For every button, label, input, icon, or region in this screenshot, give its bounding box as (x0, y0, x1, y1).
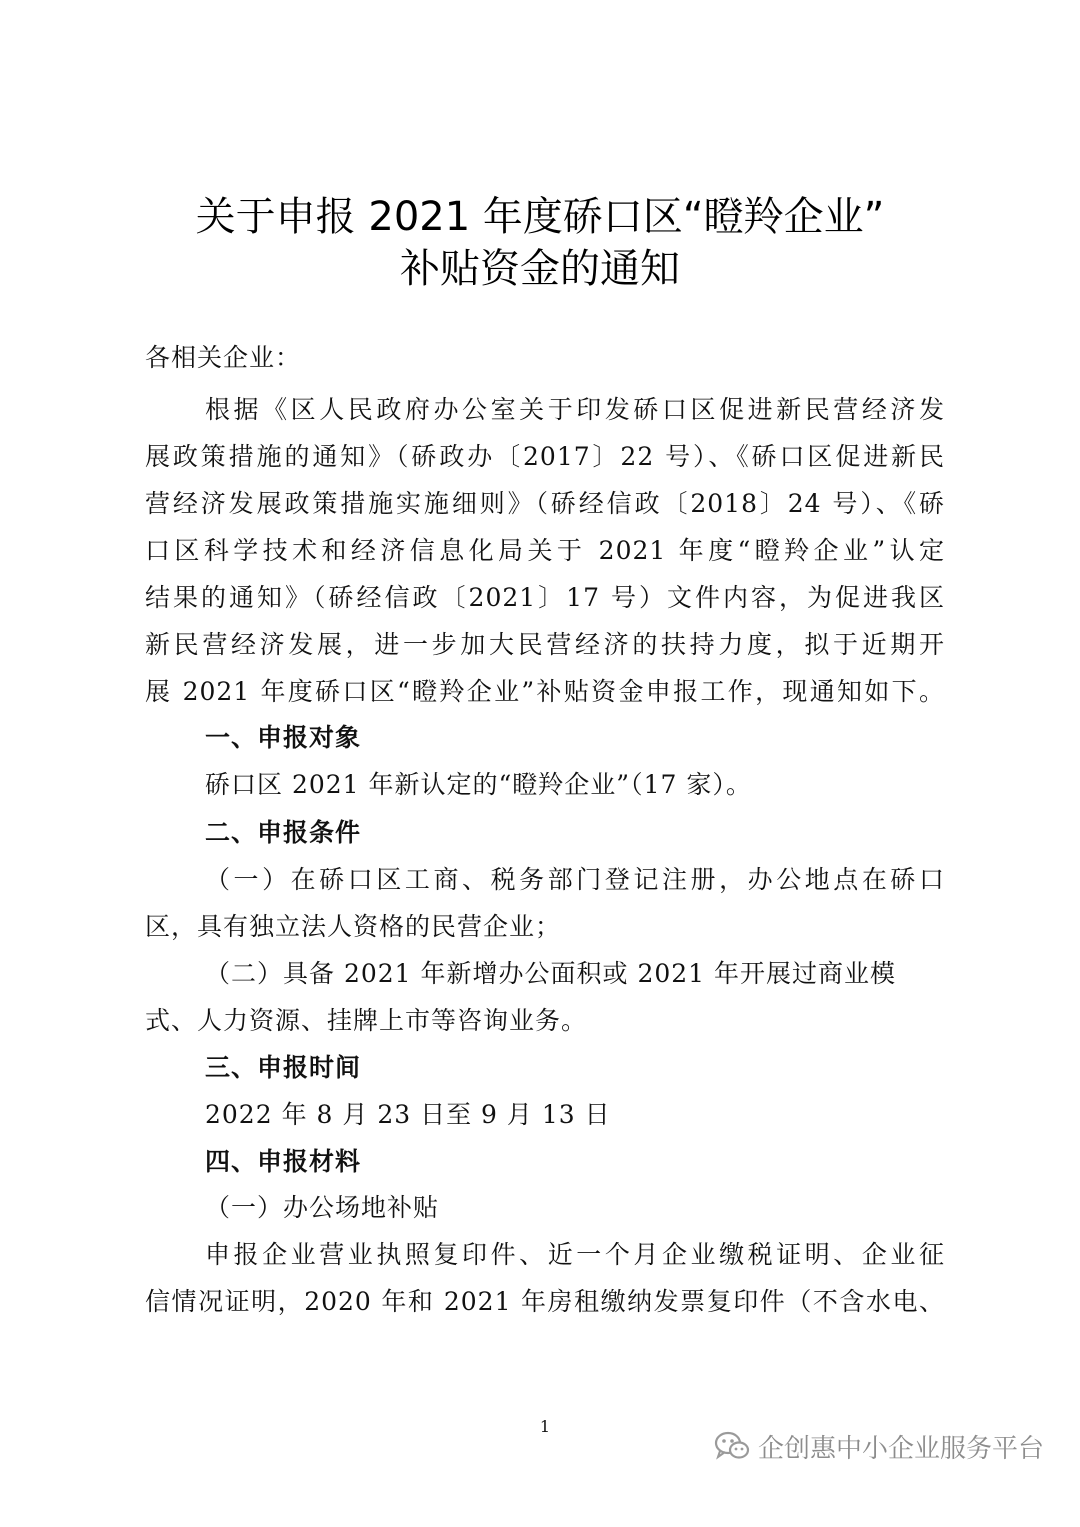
paragraph-line: 根据《区人民政府办公室关于印发硚口区促进新民营经济发 (205, 395, 945, 424)
watermark-text: 企创惠中小企业服务平台 (758, 1433, 1045, 1464)
section-heading: 一、申报对象 (205, 723, 362, 752)
paragraph-line: 申报企业营业执照复印件、近一个月企业缴税证明、企业征 (205, 1240, 945, 1269)
paragraph-line: 营经济发展政策措施实施细则》（硚经信政〔2018〕24 号）、《硚 (145, 489, 945, 518)
list-item-line: （二）具备 2021 年新增办公面积或 2021 年开展过商业模 (205, 959, 897, 988)
list-item-line: 式、人力资源、挂牌上市等咨询业务。 (145, 1006, 588, 1035)
document-title-line-2: 补贴资金的通知 (400, 246, 680, 292)
paragraph-line: 信情况证明，2020 年和 2021 年房租缴纳发票复印件（不含水电、 (145, 1287, 945, 1316)
watermark (714, 1428, 1044, 1464)
section-text: 2022 年 8 月 23 日至 9 月 13 日 (205, 1100, 611, 1129)
list-item-line: （一）在硚口区工商、税务部门登记注册，办公地点在硚口 (205, 865, 945, 894)
list-item-line: 区，具有独立法人资格的民营企业； (145, 912, 562, 941)
section-heading: 三、申报时间 (205, 1053, 362, 1082)
section-heading: 二、申报条件 (205, 818, 362, 847)
salutation: 各相关企业： (145, 343, 302, 372)
paragraph-line: 展政策措施的通知》（硚政办〔2017〕22 号）、《硚口区促进新民 (145, 442, 945, 471)
page-number: 1 (539, 1417, 551, 1436)
paragraph-line: 结果的通知》（硚经信政〔2021〕17 号）文件内容，为促进我区 (145, 583, 945, 612)
wechat-icon (714, 1431, 750, 1461)
document-title-line-1: 关于申报 2021 年度硚口区“瞪羚企业” (195, 194, 885, 240)
paragraph-line: 口区科学技术和经济信息化局关于 2021 年度“瞪羚企业”认定 (145, 536, 945, 565)
section-heading: 四、申报材料 (205, 1147, 362, 1176)
subsection-heading: （一）办公场地补贴 (205, 1193, 440, 1222)
paragraph-line: 新民营经济发展，进一步加大民营经济的扶持力度，拟于近期开 (145, 630, 945, 659)
section-text: 硚口区 2021 年新认定的“瞪羚企业”（17 家）。 (205, 770, 752, 799)
paragraph-line: 展 2021 年度硚口区“瞪羚企业”补贴资金申报工作，现通知如下。 (145, 677, 945, 706)
